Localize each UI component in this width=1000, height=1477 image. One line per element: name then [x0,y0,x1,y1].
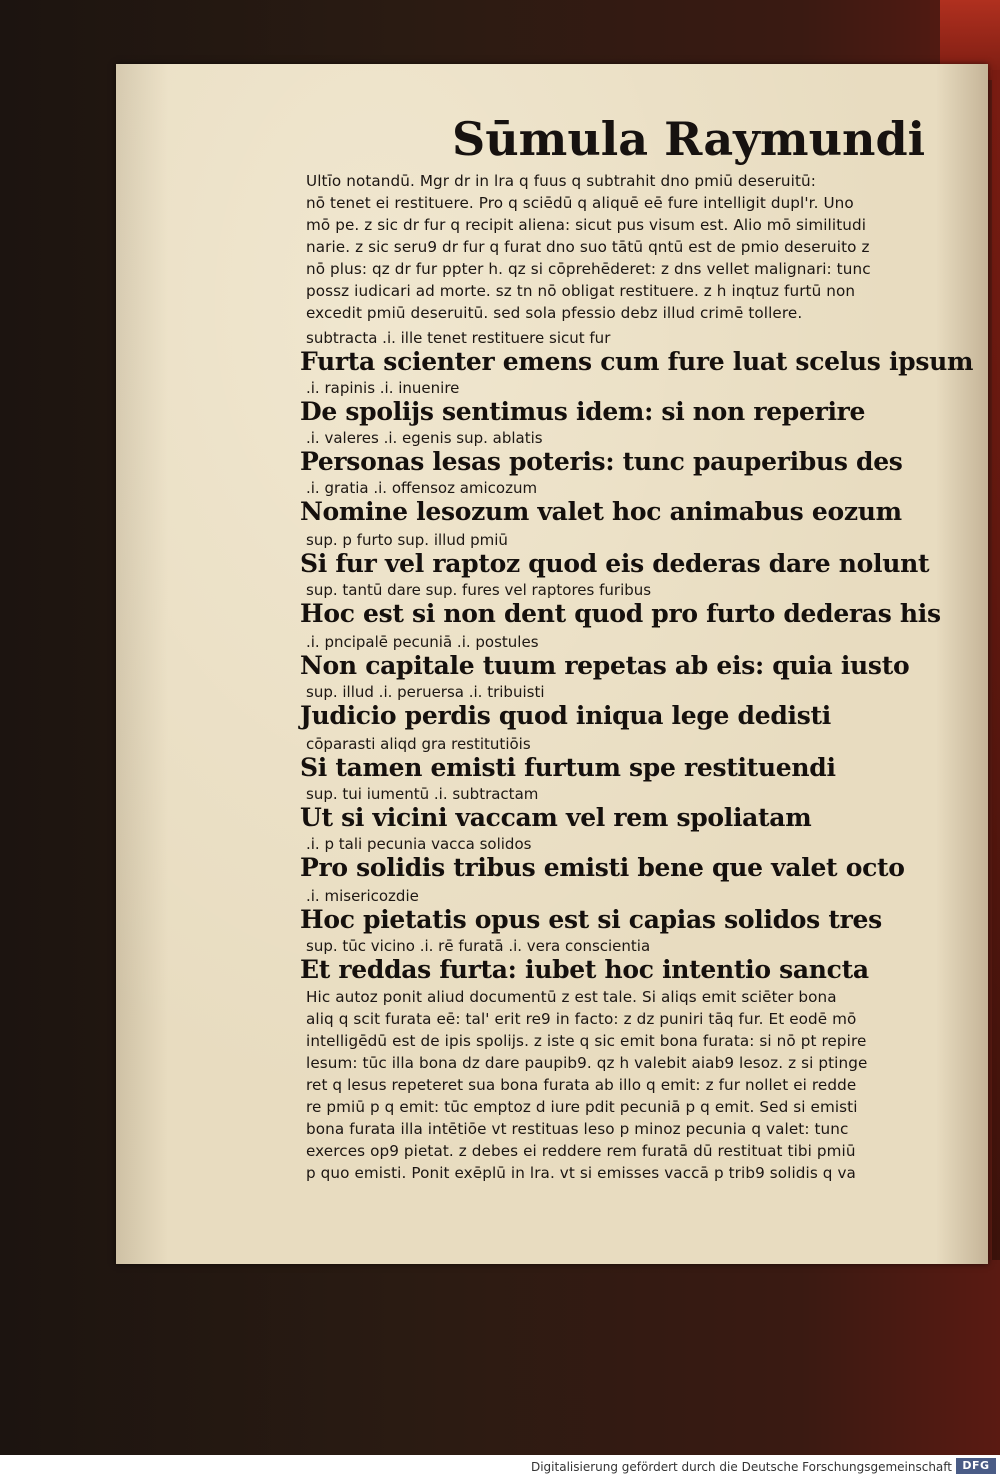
prose-line: Ultīo notandū. Mgr dr in lra q fuus q subtrahit dno pmiū deseruitū: [306,172,816,190]
verse-line: Si tamen emisti furtum spe restituendi [300,753,836,782]
prose-line: nō plus: qz dr fur ppter h. qz si cōprehēderet: z dns vellet malignari: tunc [306,260,871,278]
prose-line: Hic autoz ponit aliud documentū z est tale. Si aliqs emit sciēter bona [306,988,837,1006]
book-page [116,64,988,1264]
verse-line: Ut si vicini vaccam vel rem spoliatam [300,803,812,832]
prose-line: narie. z sic seru9 dr fur q furat dno suo tātū qntū est de pmio deseruito z [306,238,870,256]
verse-line: Hoc pietatis opus est si capias solidos tres [300,905,882,934]
prose-line: exerces op9 pietat. z debes ei reddere rem furatā dū restituat tibi pmiū [306,1142,856,1160]
verse-gloss: .i. valeres .i. egenis sup. ablatis [306,429,543,447]
verse-line: Pro solidis tribus emisti bene que valet octo [300,853,905,882]
verse-line: Personas lesas poteris: tunc pauperibus des [300,447,903,476]
prose-line: p quo emisti. Ponit exēplū in lra. vt si emisses vaccā p trib9 solidis q va [306,1164,856,1182]
prose-line: possz iudicari ad morte. sz tn nō obligat restituere. z h inqtuz furtū non [306,282,856,300]
verse-gloss: sup. p furto sup. illud pmiū [306,531,508,549]
verse-gloss: .i. rapinis .i. inuenire [306,379,460,397]
digitization-credit: Digitalisierung gefördert durch die Deutsche Forschungsgemeinschaft [530,1460,952,1474]
prose-line: re pmiū p q emit: tūc emptoz d iure pdit pecuniā p q emit. Sed si emisti [306,1098,858,1116]
prose-line: aliq q scit furata eē: tal' erit re9 in facto: z dz puniri tāq fur. Et eodē mō [306,1010,857,1028]
red-binding-edge [992,70,1000,1260]
verse-gloss: .i. pncipalē pecuniā .i. postules [306,633,539,651]
verse-gloss: subtracta .i. ille tenet restituere sicut fur [306,329,611,347]
prose-line: mō pe. z sic dr fur q recipit aliena: sicut pus visum est. Alio mō similitudi [306,216,867,234]
verse-gloss: sup. tantū dare sup. fures vel raptores furibus [306,581,652,599]
verse-gloss: sup. illud .i. peruersa .i. tribuisti [306,683,545,701]
verse-line: Et reddas furta: iubet hoc intentio sancta [300,955,869,984]
prose-line: excedit pmiū deseruitū. sed sola pfessio debz illud crimē tollere. [306,304,803,322]
verse-line: Non capitale tuum repetas ab eis: quia iusto [300,651,910,680]
verse-line: Hoc est si non dent quod pro furto dederas his [300,599,941,628]
prose-line: intelligēdū est de ipis spolijs. z iste q sic emit bona furata: si nō pt repire [306,1032,867,1050]
verse-gloss: sup. tui iumentū .i. subtractam [306,785,539,803]
verse-gloss: cōparasti aliqd gra restitutiōis [306,735,531,753]
verse-line: De spolijs sentimus idem: si non reperire [300,397,866,426]
prose-line: ret q lesus repeteret sua bona furata ab illo q emit: z fur nollet ei redde [306,1076,857,1094]
prose-line: lesum: tūc illa bona dz dare paupib9. qz h valebit aiab9 lesoz. z si ptinge [306,1054,868,1072]
dfg-logo: DFG [956,1458,996,1474]
verse-line: Furta scienter emens cum fure luat scelus ipsum [300,347,974,376]
verse-gloss: .i. gratia .i. offensoz amicozum [306,479,538,497]
verse-line: Si fur vel raptoz quod eis dederas dare nolunt [300,549,930,578]
prose-line: bona furata illa intētiōe vt restituas leso p minoz pecunia q valet: tunc [306,1120,849,1138]
verse-gloss: .i. misericozdie [306,887,419,905]
running-title: Sūmula Raymundi [452,112,926,166]
prose-line: nō tenet ei restituere. Pro q sciēdū q aliquē eē fure intelligit dupl'r. Uno [306,194,854,212]
verse-gloss: sup. tūc vicino .i. rē furatā .i. vera conscientia [306,937,651,955]
verse-gloss: .i. p tali pecunia vacca solidos [306,835,532,853]
verse-line: Judicio perdis quod iniqua lege dedisti [300,701,831,730]
verse-line: Nomine lesozum valet hoc animabus eozum [300,497,902,526]
